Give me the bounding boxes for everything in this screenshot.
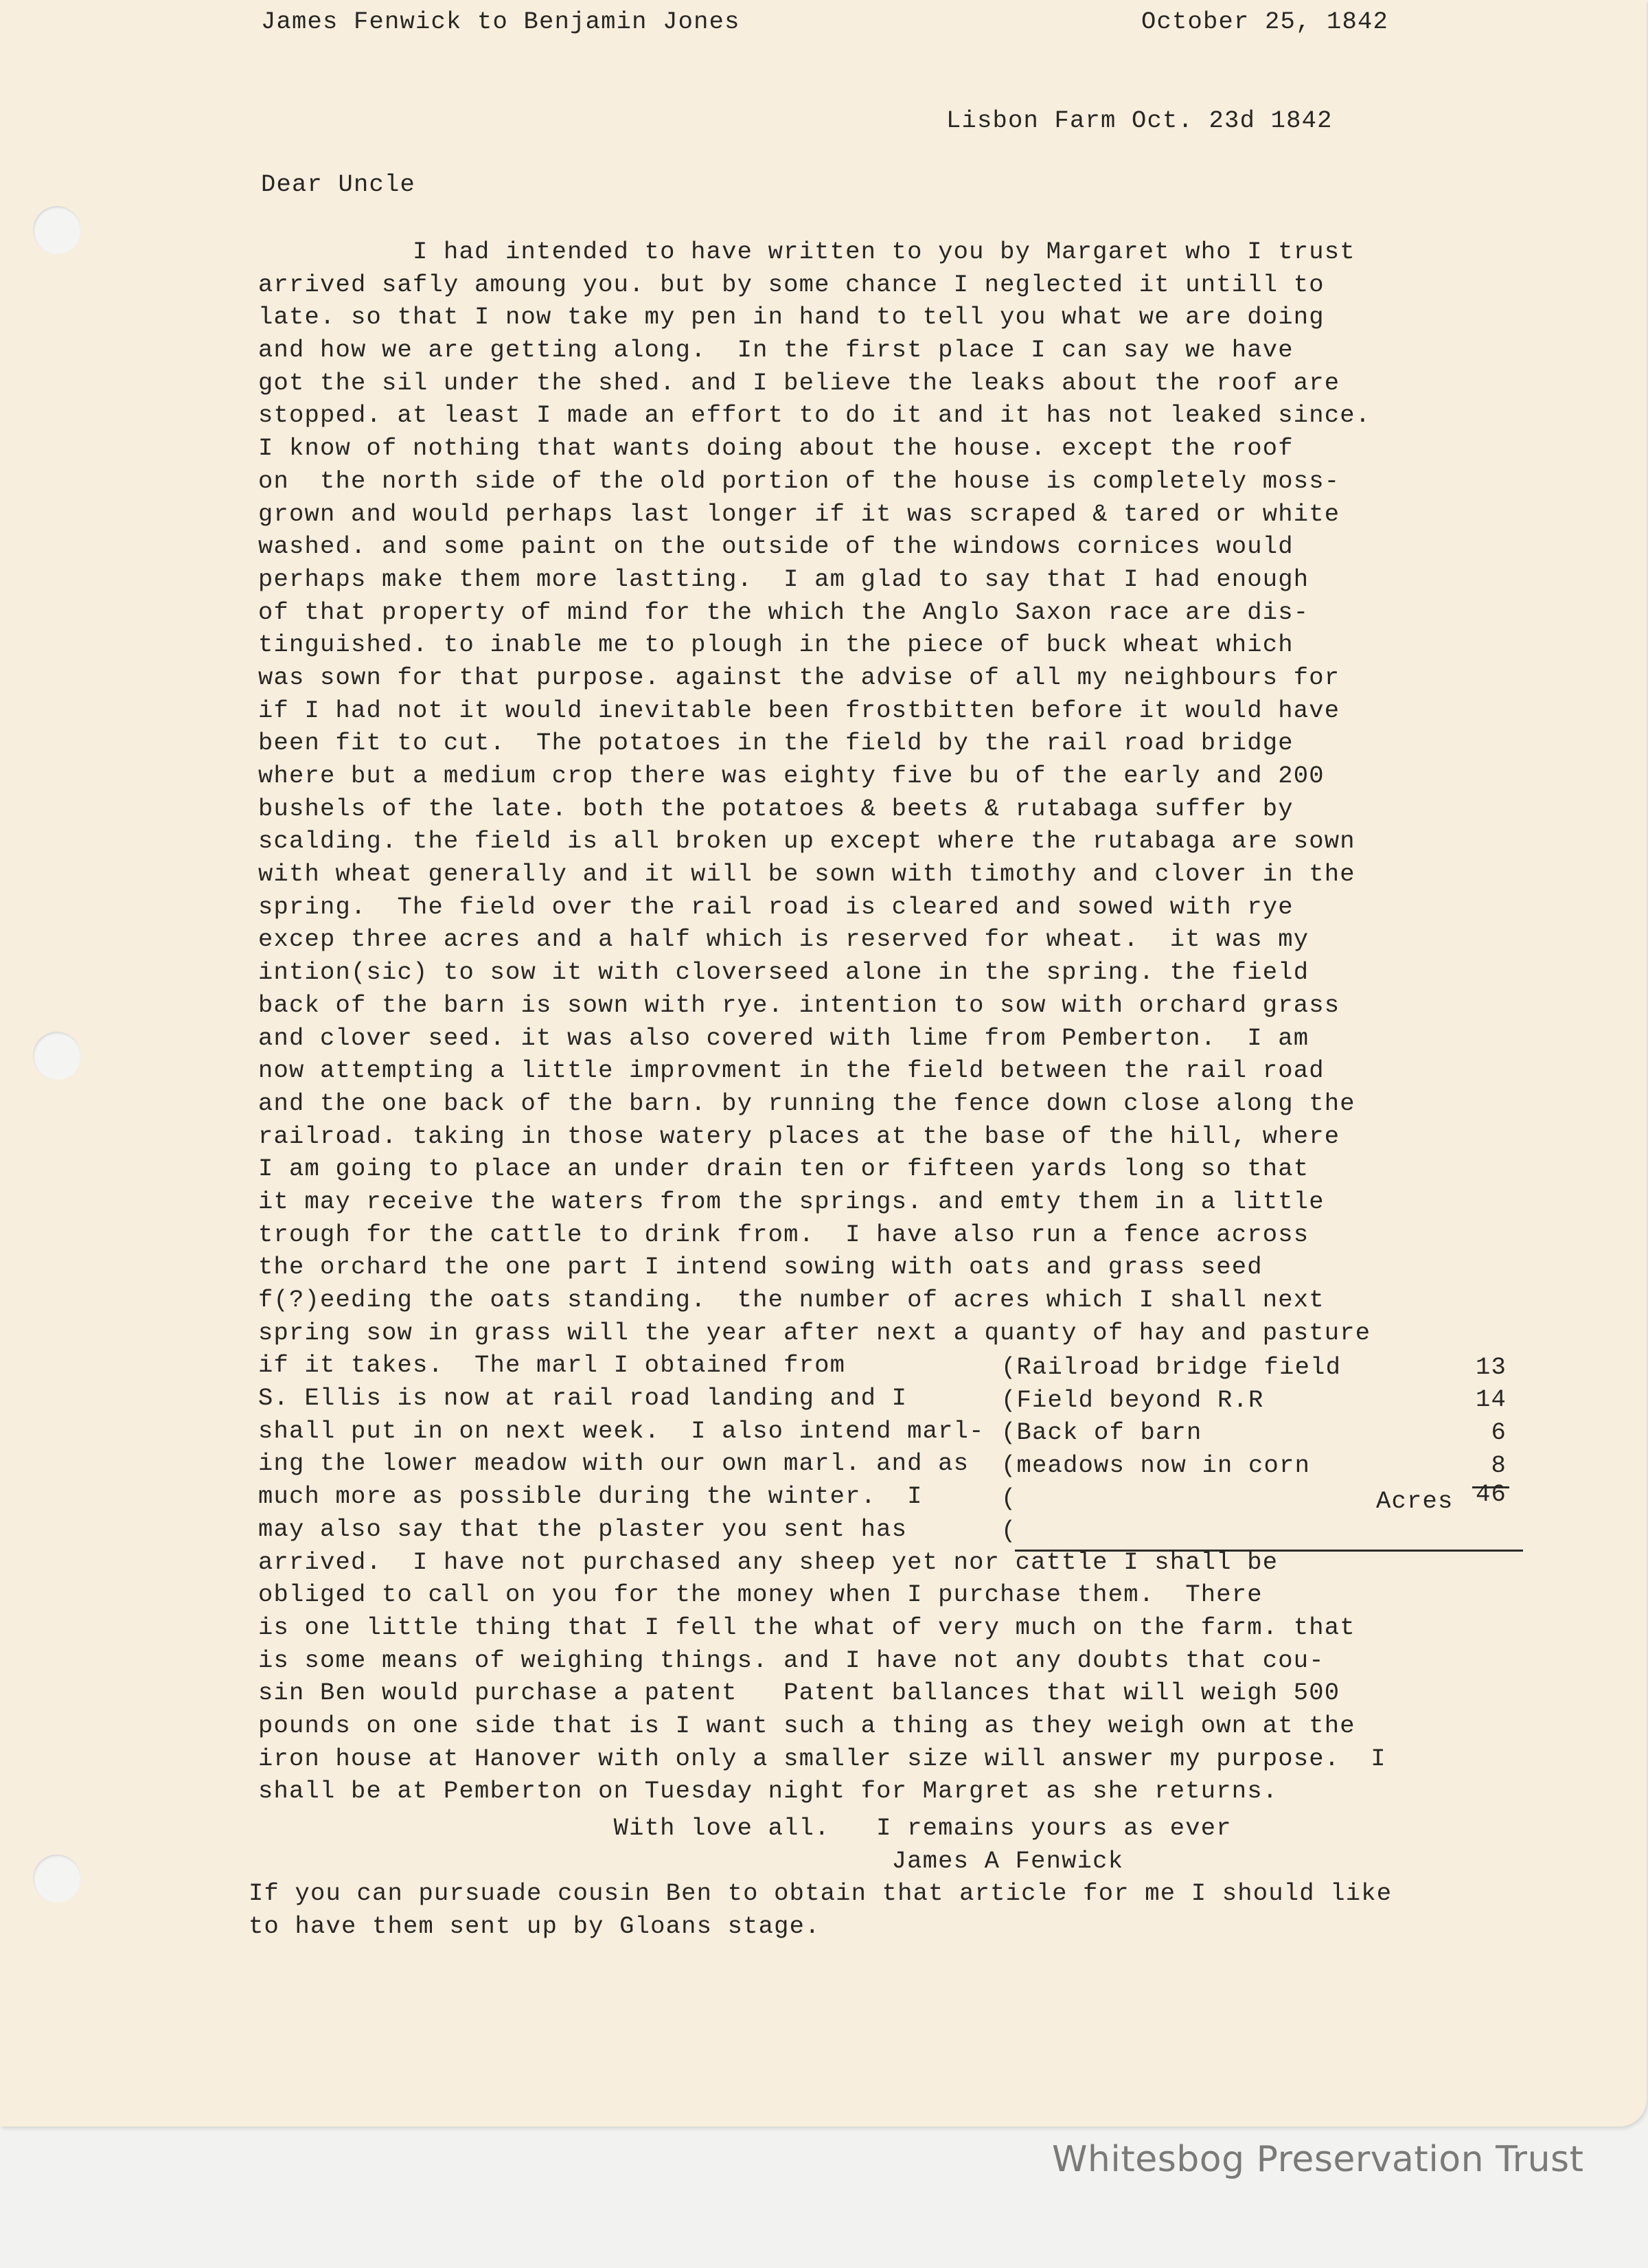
body-line: is one little thing that I fell the what of very much on the farm. that	[258, 1613, 1355, 1642]
body-line: S. Ellis is now at rail road landing and I	[258, 1384, 908, 1413]
body-line: I am going to place an under drain ten or fifteen yards long so that	[258, 1155, 1309, 1183]
body-line: back of the barn is sown with rye. intention to sow with orchard grass	[258, 990, 1340, 1019]
body-line: f(?)eeding the oats standing. the number of acres which I shall next	[258, 1286, 1325, 1314]
body-line: intion(sic) to sow it with cloverseed alone in the spring. the field	[258, 958, 1309, 987]
closing-line: With love all. I remains yours as ever	[258, 1814, 1232, 1842]
body-line: if it takes. The marl I obtained from	[258, 1351, 846, 1380]
letter-body	[258, 236, 1386, 1808]
body-line: washed. and some paint on the outside of the windows cornices would	[258, 532, 1294, 561]
acreage-table	[1001, 1351, 1341, 1547]
body-line: scalding. the field is all broken up except where the rutabaga are sown	[258, 827, 1355, 856]
letter-salutation: Dear Uncle	[261, 170, 416, 199]
binder-hole-middle	[33, 1032, 81, 1080]
body-line: I know of nothing that wants doing about the house. except the roof	[258, 434, 1294, 463]
body-line: was sown for that purpose. against the advise of all my neighbours for	[258, 663, 1340, 692]
acreage-value: 14	[1475, 1385, 1507, 1414]
letter-postscript	[249, 1877, 1392, 1942]
letter-place-date: Lisbon Farm Oct. 23d 1842	[946, 106, 1333, 135]
header-correspondents: James Fenwick to Benjamin Jones	[261, 8, 740, 36]
body-line: on the north side of the old portion of the house is completely moss-	[258, 466, 1340, 495]
body-line: and how we are getting along. In the first place I can say we have	[258, 336, 1294, 365]
table-underline	[1015, 1550, 1523, 1552]
acres-total-value: 46	[1475, 1480, 1507, 1508]
acreage-value: 8	[1491, 1451, 1507, 1479]
body-line: arrived. I have not purchased any sheep yet nor cattle I shall be	[258, 1547, 1279, 1576]
body-line: trough for the cattle to drink from. I have also run a fence across	[258, 1220, 1309, 1249]
postscript-line: If you can pursuade cousin Ben to obtain that article for me I should like	[249, 1879, 1393, 1907]
watermark-text: Whitesbog Preservation Trust	[1052, 2139, 1584, 2180]
body-line: shall put in on next week. I also intend marl-	[258, 1416, 985, 1445]
body-line: and clover seed. it was also covered with lime from Pemberton. I am	[258, 1023, 1309, 1052]
body-line: may also say that the plaster you sent has	[258, 1515, 908, 1543]
acreage-row-label: (	[1001, 1517, 1017, 1545]
body-line: tinguished. to inable me to plough in the piece of buck wheat which	[258, 631, 1294, 659]
body-line: it may receive the waters from the springs. and emty them in a little	[258, 1187, 1325, 1216]
body-line: iron house at Hanover with only a smaller size will answer my purpose. I	[258, 1744, 1386, 1773]
letter-closing	[258, 1812, 1232, 1877]
binder-hole-bottom	[33, 1855, 81, 1903]
acreage-row-label: (Field beyond R.R	[1001, 1385, 1264, 1414]
body-line: if I had not it would inevitable been frostbitten before it would have	[258, 696, 1340, 725]
body-line: excep three acres and a half which is reserved for wheat. it was my	[258, 925, 1309, 954]
body-line: where but a medium crop there was eighty five bu of the early and 200	[258, 762, 1325, 790]
body-line: perhaps make them more lastting. I am glad to say that I had enough	[258, 565, 1309, 593]
body-line: spring sow in grass will the year after next a quanty of hay and pasture	[258, 1318, 1371, 1347]
acreage-value: 6	[1491, 1418, 1507, 1447]
body-line: I had intended to have written to you by Margaret who I trust	[258, 238, 1355, 266]
body-line: pounds on one side that is I want such a thing as they weigh own at the	[258, 1711, 1355, 1740]
body-line: arrived safly amoung you. but by some chance I neglected it untill to	[258, 270, 1325, 299]
body-line: grown and would perhaps last longer if it was scraped & tared or white	[258, 499, 1340, 528]
acres-total-label: Acres	[1376, 1487, 1454, 1515]
acreage-row-label: (	[1001, 1484, 1017, 1512]
acreage-row-label: (Railroad bridge field	[1001, 1353, 1342, 1381]
closing-line: James A Fenwick	[258, 1846, 1124, 1875]
postscript-line: to have them sent up by Gloans stage.	[249, 1912, 821, 1940]
body-line: railroad. taking in those watery places at the base of the hill, where	[258, 1122, 1340, 1150]
body-line: spring. The field over the rail road is cleared and sowed with rye	[258, 892, 1294, 921]
body-line: is some means of weighing things. and I have not any doubts that cou-	[258, 1646, 1325, 1675]
acreage-row-label: (Back of barn	[1001, 1418, 1202, 1447]
binder-hole-top	[33, 206, 81, 254]
body-line: of that property of mind for the which the Anglo Saxon race are dis-	[258, 598, 1309, 626]
body-line: the orchard the one part I intend sowing with oats and grass seed	[258, 1253, 1263, 1282]
body-line: obliged to call on you for the money when I purchase them. There	[258, 1580, 1263, 1609]
body-line: bushels of the late. both the potatoes & beets & rutabaga suffer by	[258, 794, 1294, 823]
acreage-row-label: (meadows now in corn	[1001, 1451, 1311, 1480]
header-date: October 25, 1842	[1141, 8, 1389, 36]
body-line: stopped. at least I made an effort to do it and it has not leaked since.	[258, 401, 1371, 430]
body-line: ing the lower meadow with our own marl. and as	[258, 1449, 970, 1478]
body-line: been fit to cut. The potatoes in the field by the rail road bridge	[258, 729, 1294, 758]
body-line: sin Ben would purchase a patent Patent ballances that will weigh 500	[258, 1679, 1340, 1708]
body-line: with wheat generally and it will be sown with timothy and clover in the	[258, 860, 1355, 889]
body-line: much more as possible during the winter. I	[258, 1482, 923, 1511]
body-line: shall be at Pemberton on Tuesday night for Margret as she returns.	[258, 1777, 1279, 1806]
body-line: got the sil under the shed. and I believe the leaks about the roof are	[258, 368, 1340, 397]
acreage-value: 13	[1475, 1353, 1507, 1381]
body-line: now attempting a little improvment in the field between the rail road	[258, 1056, 1325, 1085]
body-line: and the one back of the barn. by running the fence down close along the	[258, 1089, 1355, 1118]
body-line: late. so that I now take my pen in hand to tell you what we are doing	[258, 303, 1325, 332]
